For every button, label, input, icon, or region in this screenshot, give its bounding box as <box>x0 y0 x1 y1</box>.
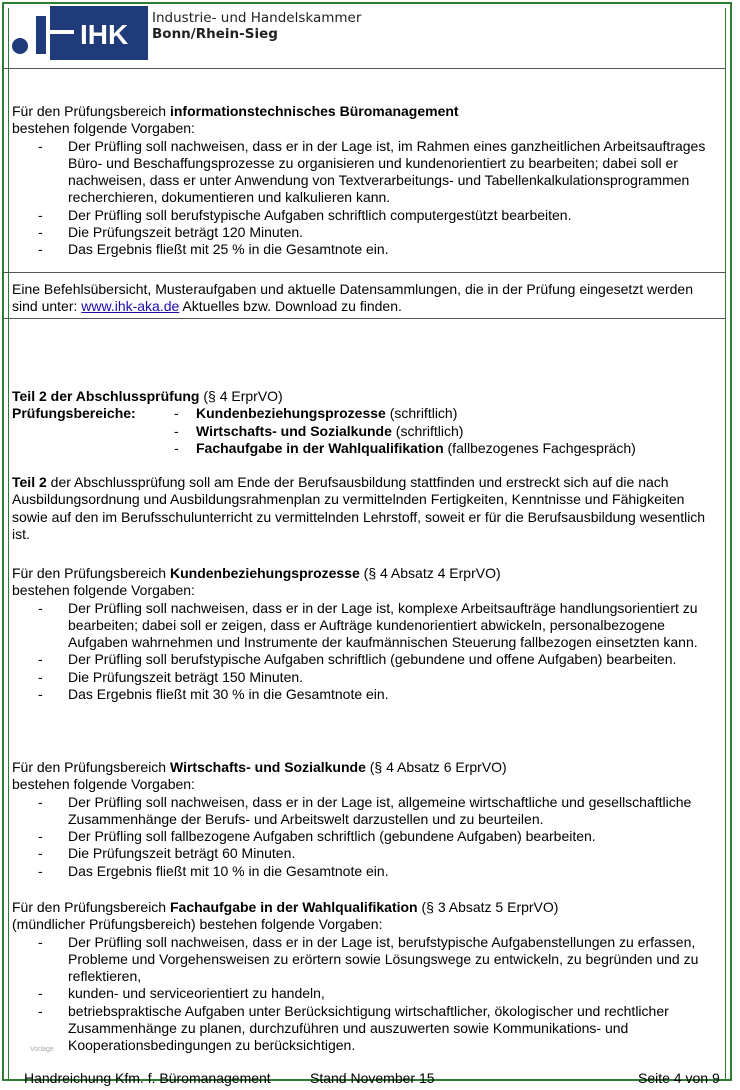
pruefungsbereiche-label: Prüfungsbereiche: <box>12 405 136 422</box>
list-item: - Fachaufgabe in der Wahlqualifikation (fallbezogenes Fachgespräch) <box>172 440 636 457</box>
section3-intro-line2: bestehen folgende Vorgaben: <box>12 776 195 793</box>
ihk-aka-link[interactable]: www.ihk-aka.de <box>81 298 180 315</box>
section1-intro-line2: bestehen folgende Vorgaben: <box>12 120 195 137</box>
logo-text: IHK <box>80 19 129 50</box>
teil2-section <box>12 388 712 543</box>
list-item: - Der Prüfling soll nachweisen, dass er in der Lage ist, komplexe Arbeitsaufträge handlungsorientiert zu bearbeiten; dabei soll er zeigen, dass er Aufträge kundenorientiert abwickeln, personalbezogene Aufgaben wahrnehmen und Instrumente der kaufmännischen Steuerung fallbezogen einsetzten kann. <box>12 600 712 652</box>
section3-list <box>12 794 712 880</box>
list-item: - kunden- und serviceorientiert zu handeln, <box>12 985 712 1002</box>
section3-intro: Für den Prüfungsbereich Wirtschafts- und Sozialkunde (§ 4 Absatz 6 ErprVO) <box>12 759 507 775</box>
teil2-description: Teil 2 der Abschlussprüfung soll am Ende der Berufsausbildung stattfinden und erstreckt sich auf die nach Ausbildungsordnung und Ausbildungsrahmenplan zu vermittelnden Fertigkeiten, Kenntnisse und Fähigkeiten sowie auf den im Berufsschulunterricht zu vermittelnden Lehrstoff, soweit er für die Berufsausbildung wesentlich ist. <box>12 474 706 543</box>
list-item: - Wirtschafts- und Sozialkunde (schriftlich) <box>172 423 636 440</box>
header <box>10 6 730 68</box>
org-line2: Bonn/Rhein-Sieg <box>152 26 278 42</box>
notice-box <box>12 281 712 316</box>
list-item: - Die Prüfungszeit beträgt 150 Minuten. <box>12 669 712 686</box>
list-item: - Der Prüfling soll nachweisen, dass er in der Lage ist, allgemeine wirtschaftliche und gesellschaftliche Zusammenhänge der Berufs- und Arbeitswelt darzustellen und zu beurteilen. <box>12 794 712 829</box>
pruefungsbereiche-list <box>172 405 636 457</box>
list-item: - Kundenbeziehungsprozesse (schriftlich) <box>172 405 636 422</box>
list-item: - Das Ergebnis fließt mit 10 % in die Gesamtnote ein. <box>12 863 712 880</box>
footer-middle: Stand November 15 <box>310 1070 435 1086</box>
footer <box>24 1070 724 1090</box>
section-wirtschafts-sozialkunde <box>12 759 712 880</box>
section2-intro-line2: bestehen folgende Vorgaben: <box>12 582 195 599</box>
watermark-stamp: Vorlage <box>30 1046 54 1053</box>
section-fachaufgabe <box>12 899 712 1055</box>
section-informationstechnisch <box>12 103 712 259</box>
section1-intro: Für den Prüfungsbereich informationstechnisches Büromanagement <box>12 103 459 119</box>
section1-list <box>12 138 712 259</box>
section2-intro: Für den Prüfungsbereich Kundenbeziehungsprozesse (§ 4 Absatz 4 ErprVO) <box>12 565 501 581</box>
section4-list <box>12 934 712 1055</box>
divider <box>4 318 726 319</box>
list-item: - Der Prüfling soll berufstypische Aufgaben schriftlich computergestützt bearbeiten. <box>12 207 712 224</box>
list-item: - Das Ergebnis fließt mit 25 % in die Gesamtnote ein. <box>12 241 712 258</box>
header-divider <box>4 68 726 69</box>
section-kundenbeziehungsprozesse <box>12 565 712 703</box>
section4-intro-line2: (mündlicher Prüfungsbereich) bestehen folgende Vorgaben: <box>12 916 383 933</box>
footer-page: Seite 4 von 9 <box>638 1070 720 1086</box>
divider <box>4 272 726 273</box>
section2-list <box>12 600 712 704</box>
list-item: - Der Prüfling soll fallbezogene Aufgaben schriftlich (gebundene Aufgaben) bearbeiten. <box>12 828 712 845</box>
org-line1: Industrie- und Handelskammer <box>152 10 362 26</box>
list-item: - Der Prüfling soll berufstypische Aufgaben schriftlich (gebundene und offene Aufgaben) bearbeiten. <box>12 651 712 668</box>
footer-left: Handreichung Kfm. f. Büromanagement <box>24 1070 271 1086</box>
list-item: - Die Prüfungszeit beträgt 120 Minuten. <box>12 224 712 241</box>
org-name <box>152 10 361 42</box>
list-item: - betriebspraktische Aufgaben unter Berücksichtigung wirtschaftlicher, ökologischer und rechtlicher Zusammenhänge zu planen, durchzuführen und auszuwerten sowie Kommunikations- und Kooperationsbedingungen zu berücksichtigen. <box>12 1003 712 1055</box>
list-item: - Die Prüfungszeit beträgt 60 Minuten. <box>12 845 712 862</box>
list-item: - Der Prüfling soll nachweisen, dass er in der Lage ist, berufstypische Aufgabenstellungen zu erfassen, Probleme und Vorgehensweisen zu erörtern sowie Lösungswege zu entwickeln, zu begründen und zu reflektieren, <box>12 934 712 986</box>
teil2-heading: Teil 2 der Abschlussprüfung (§ 4 ErprVO) <box>12 388 283 404</box>
notice-text: Eine Befehlsübersicht, Musteraufgaben und aktuelle Datensammlungen, die in der Prüfung eingesetzt werden sind unter: www.ihk-aka.de Aktuelles bzw. Download zu finden. <box>12 281 693 315</box>
list-item: - Der Prüfling soll nachweisen, dass er in der Lage ist, im Rahmen eines ganzheitlichen Arbeitsauftrages Büro- und Beschaffungsprozesse zu organisieren und kundenorientiert zu bearbeiten; dabei soll er nachweisen, dass er unter Anwendung von Textverarbeitungs- und Tabellenkalkulationsprogrammen recherchieren, dokumentieren und kalkulieren kann. <box>12 138 712 207</box>
section4-intro: Für den Prüfungsbereich Fachaufgabe in der Wahlqualifikation (§ 3 Absatz 5 ErprVO) <box>12 899 559 915</box>
list-item: - Das Ergebnis fließt mit 30 % in die Gesamtnote ein. <box>12 686 712 703</box>
pruefungsbereiche <box>12 405 712 457</box>
ihk-logo <box>10 6 148 60</box>
